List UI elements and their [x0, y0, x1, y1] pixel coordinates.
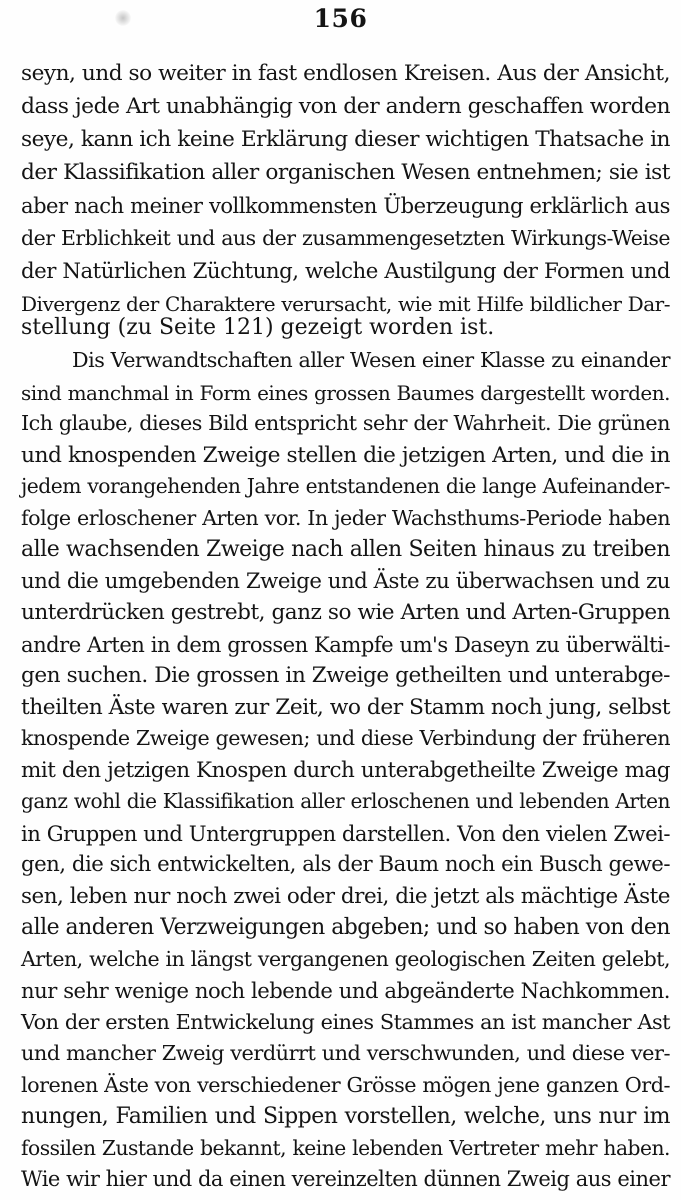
text-line: und knospenden Zweige stellen die jetzigen Arten, und die in — [21, 443, 670, 468]
text-line: Divergenz der Charaktere verursacht, wie mit Hilfe bildlicher Dar- — [21, 292, 670, 316]
paragraph-end-line: stellung (zu Seite 121) gezeigt worden ist. — [21, 315, 495, 340]
text-line: und die umgebenden Zweige und Äste zu überwachsen und zu — [21, 569, 670, 594]
text-line: folge erloschener Arten vor. In jeder Wachsthums-Periode haben — [21, 506, 670, 530]
text-line: sind manchmal in Form eines grossen Baumes dargestellt worden. — [21, 381, 670, 405]
text-line: nungen, Familien und Sippen vorstellen, welche, uns nur im — [21, 1104, 670, 1129]
text-line: und mancher Zweig verdürrt und verschwunden, und diese ver- — [21, 1041, 670, 1065]
text-line: Von der ersten Entwickelung eines Stammes an ist mancher Ast — [21, 1010, 670, 1034]
text-line: aber nach meiner vollkommensten Überzeugung erklärlich aus — [21, 193, 670, 218]
text-line: dass jede Art unabhängig von der andern geschaffen worden — [21, 94, 671, 119]
text-line: in Gruppen und Untergruppen darstellen. Von den vielen Zwei- — [21, 821, 670, 846]
text-line: knospende Zweige gewesen; und diese Verbindung der früheren — [21, 726, 670, 750]
text-line: alle wachsenden Zweige nach allen Seiten hinaus zu treiben — [21, 537, 670, 562]
text-line: der Erblichkeit und aus der zusammengesetzten Wirkungs-Weise — [21, 226, 670, 250]
text-line: jedem vorangehenden Jahre entstandenen die lange Aufeinander- — [21, 474, 670, 498]
text-line: sen, leben nur noch zwei oder drei, die jetzt als mächtige Äste — [21, 884, 670, 909]
text-line: Ich glaube, dieses Bild entspricht sehr der Wahrheit. Die grünen — [21, 411, 670, 435]
text-line: fossilen Zustande bekannt, keine lebenden Vertreter mehr haben. — [21, 1136, 670, 1160]
text-line: der Natürlichen Züchtung, welche Austilgung der Formen und — [21, 259, 670, 284]
text-line: andre Arten in dem grossen Kampfe um's Daseyn zu überwälti- — [21, 632, 670, 657]
text-line: seye, kann ich keine Erklärung dieser wichtigen Thatsache in — [21, 127, 670, 152]
text-line: gen, die sich entwickelten, als der Baum noch ein Busch gewe- — [21, 852, 670, 877]
text-line: seyn, und so weiter in fast endlosen Kreisen. Aus der Ansicht, — [21, 61, 670, 86]
text-line: unterdrücken gestrebt, ganz so wie Arten und Arten-Gruppen — [21, 600, 670, 625]
text-line: der Klassifikation aller organischen Wesen entnehmen; sie ist — [21, 160, 670, 185]
text-line: lorenen Äste von verschiedener Grösse mögen jene ganzen Ord- — [21, 1073, 670, 1097]
text-line: Wie wir hier und da einen vereinzelten dünnen Zweig aus einer — [21, 1167, 670, 1191]
text-line: mit den jetzigen Knospen durch unterabgetheilte Zweige mag — [21, 758, 670, 783]
text-line: gen suchen. Die grossen in Zweige getheilten und unterabge- — [21, 663, 670, 688]
text-line: theilten Äste waren zur Zeit, wo der Stamm noch jung, selbst — [21, 695, 671, 720]
text-line: Arten, welche in längst vergangenen geologischen Zeiten gelebt, — [21, 947, 670, 971]
page-number: 156 — [313, 4, 368, 33]
text-line: alle anderen Verzweigungen abgeben; und so haben von den — [21, 915, 671, 940]
text-line: ganz wohl die Klassifikation aller erloschenen und lebenden Arten — [21, 789, 670, 813]
paragraph-first-line: Dis Verwandtschaften aller Wesen einer Klasse zu einander — [72, 348, 670, 372]
text-line: nur sehr wenige noch lebende und abgeänderte Nachkommen. — [21, 978, 670, 1003]
